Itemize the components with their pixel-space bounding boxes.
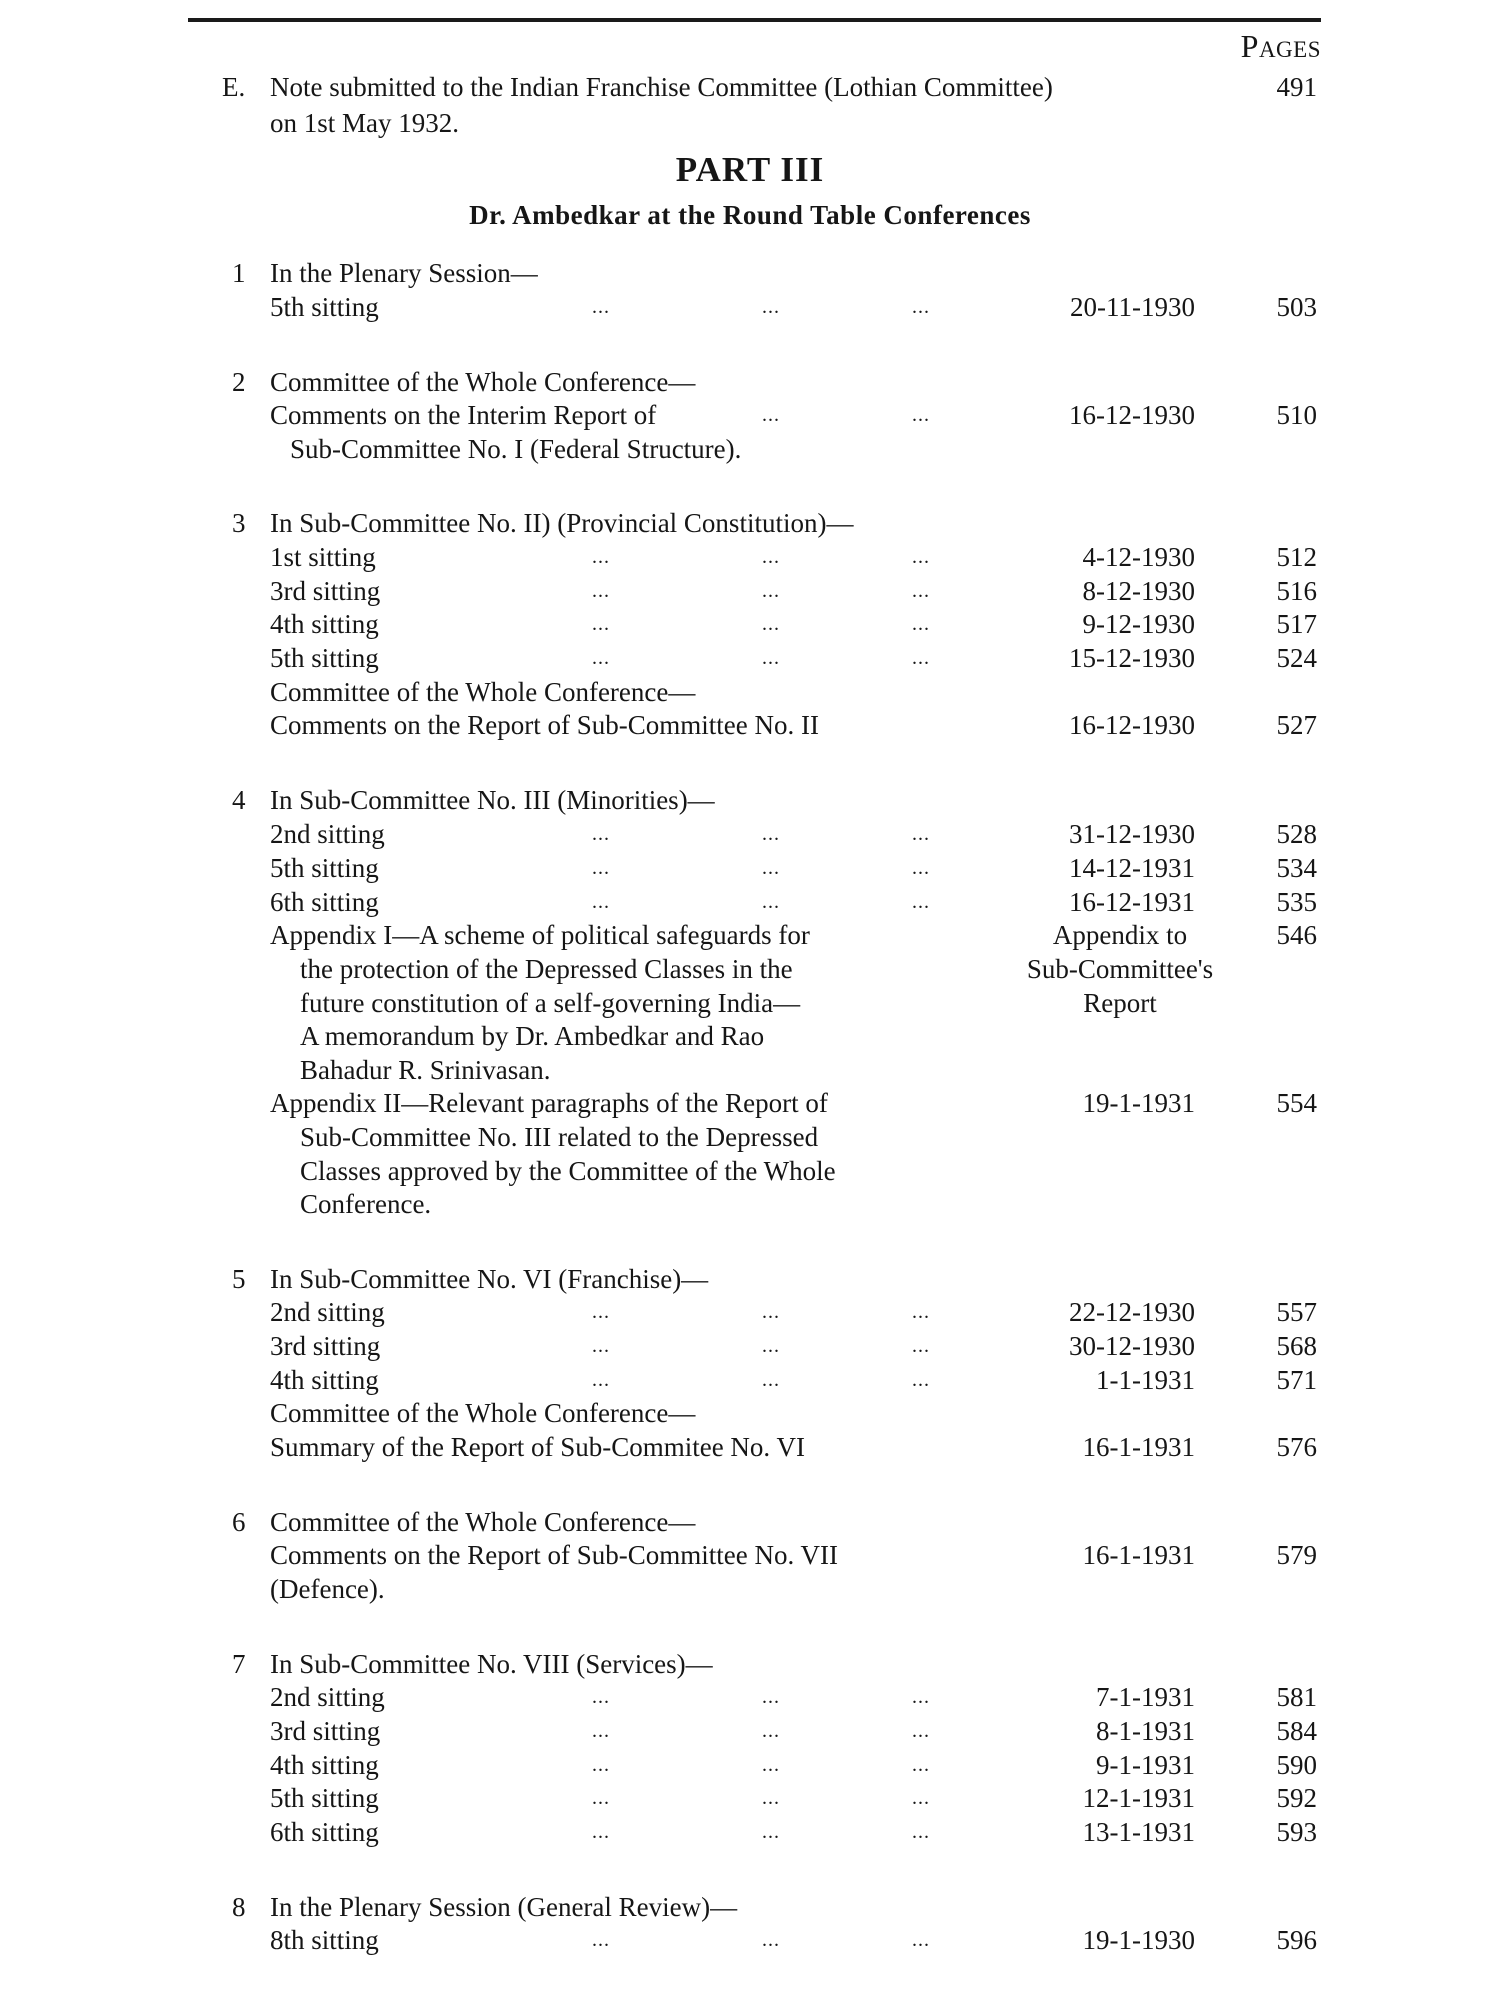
appendix-date: 19-1-1931: [1082, 1088, 1195, 1118]
page-number: 528: [1276, 819, 1317, 849]
leader-dots: ...: [762, 404, 780, 426]
sitting-label: 4th sitting: [270, 1750, 379, 1780]
leader-dots: ...: [592, 647, 610, 669]
leader-dots: ...: [592, 1335, 610, 1357]
leader-dots: ...: [762, 1335, 780, 1357]
item-date: 16-12-1930: [1069, 400, 1195, 430]
entry-e-label: E.: [222, 72, 246, 102]
sitting-date: 19-1-1930: [1082, 1925, 1195, 1955]
leader-dots: ...: [592, 1301, 610, 1323]
item-text: Summary of the Report of Sub-Commitee No. VI: [270, 1432, 805, 1462]
sitting-date: 9-1-1931: [1096, 1750, 1195, 1780]
sitting-label: 3rd sitting: [270, 576, 381, 606]
page-number: 527: [1276, 710, 1317, 740]
sitting-label: 5th sitting: [270, 643, 379, 673]
leader-dots: ...: [592, 1787, 610, 1809]
sitting-date: 8-12-1930: [1082, 576, 1195, 606]
page-number: 584: [1276, 1716, 1317, 1746]
item-heading: In Sub-Committee No. VI (Franchise)—: [270, 1264, 709, 1294]
page-number: 546: [1276, 920, 1317, 950]
leader-dots: ...: [762, 580, 780, 602]
item-heading: Committee of the Whole Conference—: [270, 367, 696, 397]
item-number: 3: [232, 508, 246, 538]
sitting-date: 31-12-1930: [1069, 819, 1195, 849]
sitting-label: 4th sitting: [270, 609, 379, 639]
sitting-date: 1-1-1931: [1096, 1365, 1195, 1395]
leader-dots: ...: [912, 1301, 930, 1323]
leader-dots: ...: [912, 647, 930, 669]
leader-dots: ...: [762, 1821, 780, 1843]
item-text: (Defence).: [270, 1574, 385, 1604]
leader-dots: ...: [762, 296, 780, 318]
leader-dots: ...: [762, 1301, 780, 1323]
appendix-note: Sub-Committee's: [1026, 954, 1214, 984]
leader-dots: ...: [592, 1720, 610, 1742]
sitting-date: 14-12-1931: [1069, 853, 1195, 883]
item-heading: In the Plenary Session (General Review)—: [270, 1892, 738, 1922]
page-number: 524: [1276, 643, 1317, 673]
sitting-date: 9-12-1930: [1082, 609, 1195, 639]
page-number: 581: [1276, 1682, 1317, 1712]
pages-column-header: PAGES: [1240, 28, 1321, 64]
appendix-text: Appendix I—A scheme of political safeguards for: [270, 920, 810, 950]
leader-dots: ...: [592, 1369, 610, 1391]
page-number: 568: [1276, 1331, 1317, 1361]
item-date: 16-1-1931: [1082, 1432, 1195, 1462]
leader-dots: ...: [592, 1686, 610, 1708]
leader-dots: ...: [592, 1754, 610, 1776]
item-number: 7: [232, 1649, 246, 1679]
item-number: 4: [232, 785, 246, 815]
leader-dots: ...: [592, 823, 610, 845]
appendix-text: the protection of the Depressed Classes in the: [300, 954, 793, 984]
sitting-date: 8-1-1931: [1096, 1716, 1195, 1746]
leader-dots: ...: [912, 613, 930, 635]
leader-dots: ...: [762, 613, 780, 635]
item-heading: In Sub-Committee No. II) (Provincial Constitution)—: [270, 508, 854, 538]
sitting-label: 2nd sitting: [270, 1297, 385, 1327]
leader-dots: ...: [912, 1335, 930, 1357]
leader-dots: ...: [912, 891, 930, 913]
item-text: Comments on the Interim Report of: [270, 400, 657, 430]
page-number: 517: [1276, 609, 1317, 639]
sitting-label: 5th sitting: [270, 1783, 379, 1813]
leader-dots: ...: [912, 1369, 930, 1391]
leader-dots: ...: [912, 1686, 930, 1708]
appendix-text: Conference.: [300, 1189, 432, 1219]
sitting-date: 15-12-1930: [1069, 643, 1195, 673]
item-heading: Committee of the Whole Conference—: [270, 1507, 696, 1537]
leader-dots: ...: [762, 891, 780, 913]
item-date: 16-12-1930: [1069, 710, 1195, 740]
leader-dots: ...: [912, 1720, 930, 1742]
page-number: 590: [1276, 1750, 1317, 1780]
item-text: Comments on the Report of Sub-Committee No. II: [270, 710, 819, 740]
appendix-text: A memorandum by Dr. Ambedkar and Rao: [300, 1021, 765, 1051]
part-title: PART III: [675, 150, 825, 189]
page-number: 510: [1276, 400, 1317, 430]
sitting-label: 6th sitting: [270, 887, 379, 917]
leader-dots: ...: [762, 1754, 780, 1776]
leader-dots: ...: [762, 1369, 780, 1391]
sitting-date: 30-12-1930: [1069, 1331, 1195, 1361]
top-rule: [188, 18, 1321, 22]
item-text: Sub-Committee No. I (Federal Structure).: [290, 434, 742, 464]
item-heading: In Sub-Committee No. III (Minorities)—: [270, 785, 715, 815]
entry-e-page: 491: [1276, 72, 1317, 102]
leader-dots: ...: [592, 296, 610, 318]
page-number: 503: [1276, 292, 1317, 322]
page-number: 593: [1276, 1817, 1317, 1847]
leader-dots: ...: [762, 857, 780, 879]
item-number: 2: [232, 367, 246, 397]
page-number: 554: [1276, 1088, 1317, 1118]
sitting-label: 3rd sitting: [270, 1331, 381, 1361]
sitting-label: 8th sitting: [270, 1925, 379, 1955]
sitting-date: 20-11-1930: [1070, 292, 1195, 322]
leader-dots: ...: [592, 891, 610, 913]
sitting-date: 13-1-1931: [1082, 1817, 1195, 1847]
page-number: 571: [1276, 1365, 1317, 1395]
sitting-label: 5th sitting: [270, 292, 379, 322]
leader-dots: ...: [762, 647, 780, 669]
page-number: 512: [1276, 542, 1317, 572]
sitting-label: 5th sitting: [270, 853, 379, 883]
leader-dots: ...: [912, 857, 930, 879]
appendix-note: Report: [1083, 988, 1157, 1018]
appendix-text: Sub-Committee No. III related to the Depressed: [300, 1122, 819, 1152]
entry-e-text-line2: on 1st May 1932.: [270, 108, 459, 138]
page-number: 516: [1276, 576, 1317, 606]
sitting-date: 12-1-1931: [1082, 1783, 1195, 1813]
leader-dots: ...: [912, 823, 930, 845]
leader-dots: ...: [912, 1821, 930, 1843]
entry-e-text-line1: Note submitted to the Indian Franchise Committee (Lothian Committee): [270, 72, 1053, 102]
sitting-date: 7-1-1931: [1096, 1682, 1195, 1712]
page-number: 596: [1276, 1925, 1317, 1955]
item-number: 8: [232, 1892, 246, 1922]
item-text: Comments on the Report of Sub-Committee No. VII: [270, 1540, 838, 1570]
sitting-label: 1st sitting: [270, 542, 376, 572]
sitting-label: 4th sitting: [270, 1365, 379, 1395]
leader-dots: ...: [592, 1929, 610, 1951]
leader-dots: ...: [762, 1720, 780, 1742]
leader-dots: ...: [762, 823, 780, 845]
part-subtitle: Dr. Ambedkar at the Round Table Conferences: [469, 200, 1031, 230]
leader-dots: ...: [912, 546, 930, 568]
leader-dots: ...: [592, 613, 610, 635]
leader-dots: ...: [592, 857, 610, 879]
appendix-text: future constitution of a self-governing India—: [300, 988, 801, 1018]
leader-dots: ...: [912, 1787, 930, 1809]
item-text: Committee of the Whole Conference—: [270, 677, 696, 707]
item-text: Committee of the Whole Conference—: [270, 1398, 696, 1428]
leader-dots: ...: [912, 1929, 930, 1951]
item-number: 5: [232, 1264, 246, 1294]
leader-dots: ...: [592, 1821, 610, 1843]
leader-dots: ...: [762, 546, 780, 568]
page-number: 576: [1276, 1432, 1317, 1462]
appendix-text: Appendix II—Relevant paragraphs of the Report of: [270, 1088, 828, 1118]
leader-dots: ...: [592, 580, 610, 602]
sitting-label: 2nd sitting: [270, 1682, 385, 1712]
leader-dots: ...: [912, 404, 930, 426]
item-number: 1: [232, 258, 246, 288]
leader-dots: ...: [592, 546, 610, 568]
item-heading: In the Plenary Session—: [270, 258, 538, 288]
item-heading: In Sub-Committee No. VIII (Services)—: [270, 1649, 713, 1679]
sitting-label: 3rd sitting: [270, 1716, 381, 1746]
page-number: 534: [1276, 853, 1317, 883]
sitting-date: 4-12-1930: [1082, 542, 1195, 572]
appendix-text: Bahadur R. Srinivasan.: [300, 1055, 551, 1085]
appendix-note: Appendix to: [1052, 920, 1188, 950]
sitting-label: 2nd sitting: [270, 819, 385, 849]
page-number: 535: [1276, 887, 1317, 917]
sitting-label: 6th sitting: [270, 1817, 379, 1847]
leader-dots: ...: [762, 1787, 780, 1809]
sitting-date: 22-12-1930: [1069, 1297, 1195, 1327]
leader-dots: ...: [912, 1754, 930, 1776]
leader-dots: ...: [762, 1686, 780, 1708]
leader-dots: ...: [912, 580, 930, 602]
appendix-text: Classes approved by the Committee of the Whole: [300, 1156, 836, 1186]
leader-dots: ...: [912, 296, 930, 318]
page-number: 592: [1276, 1783, 1317, 1813]
item-date: 16-1-1931: [1082, 1540, 1195, 1570]
page-number: 579: [1276, 1540, 1317, 1570]
item-number: 6: [232, 1507, 246, 1537]
page-number: 557: [1276, 1297, 1317, 1327]
sitting-date: 16-12-1931: [1069, 887, 1195, 917]
leader-dots: ...: [762, 1929, 780, 1951]
